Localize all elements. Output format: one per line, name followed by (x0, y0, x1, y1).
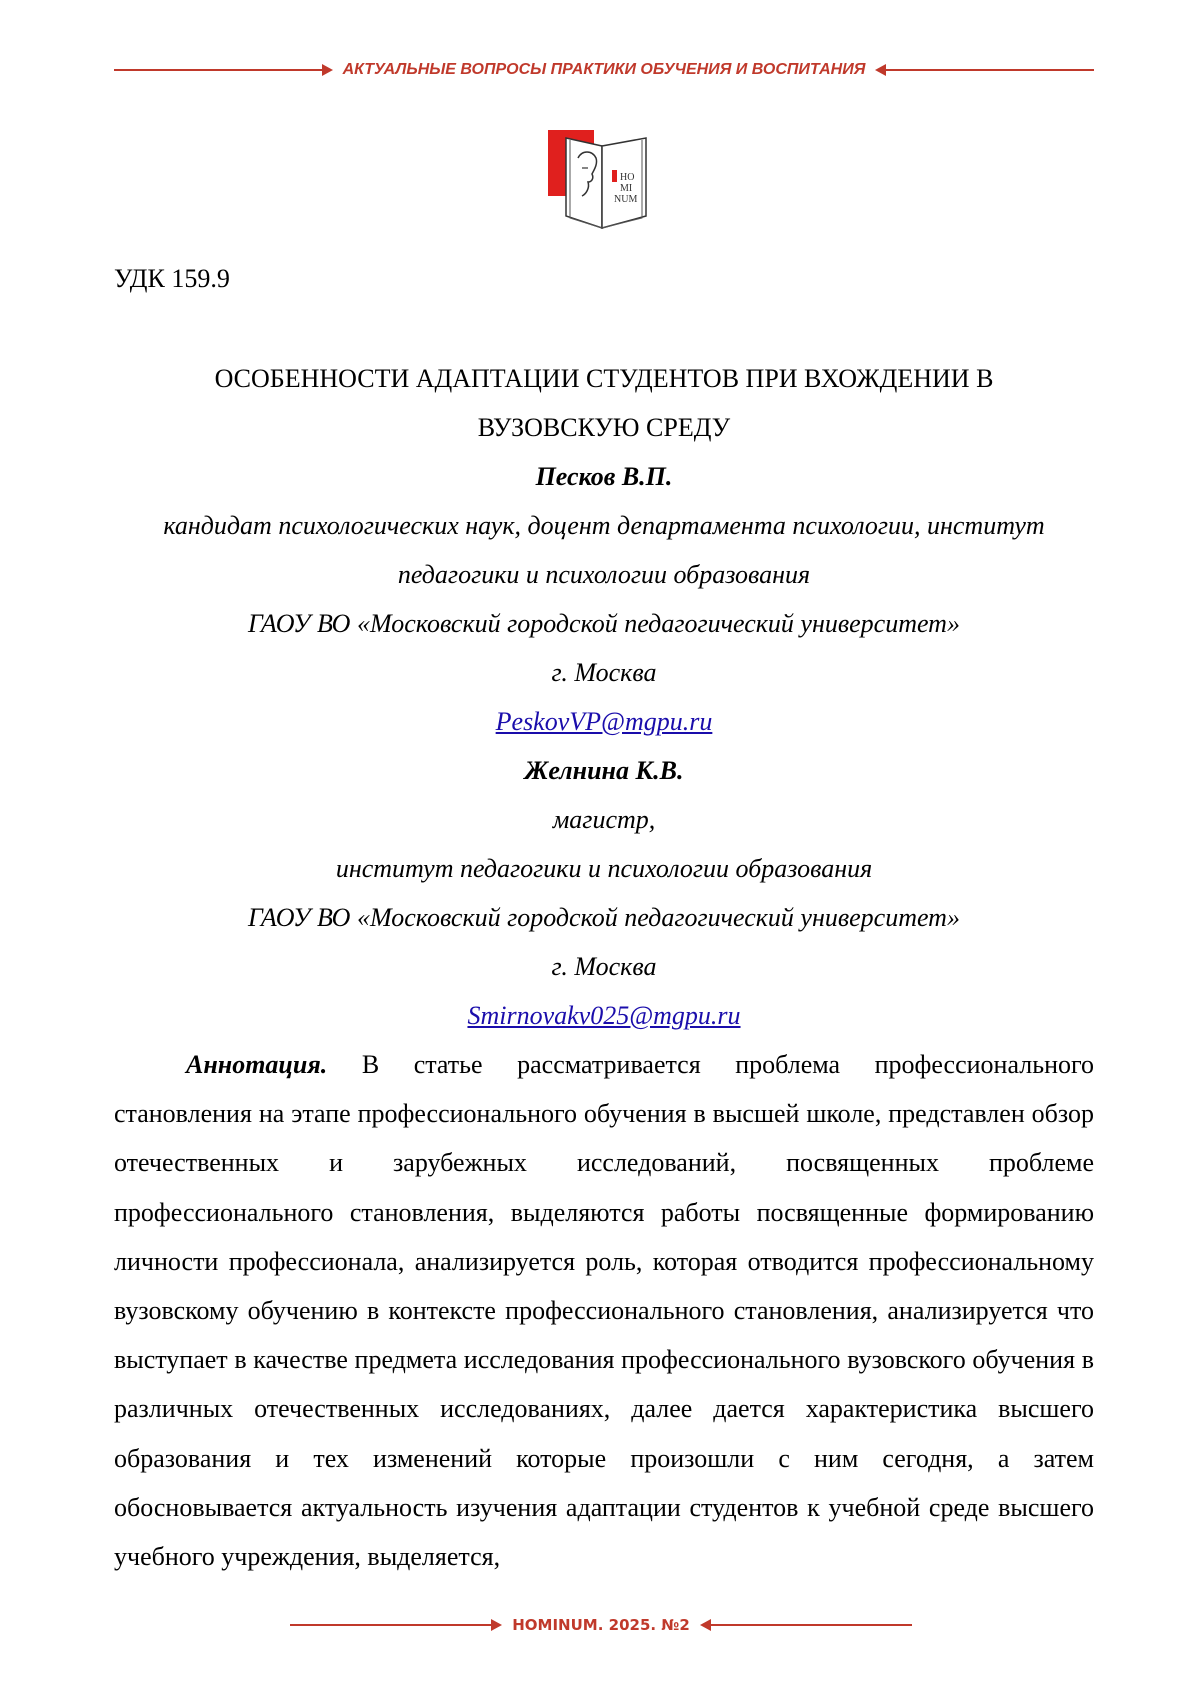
author-affiliation-line: г. Москва (551, 952, 657, 981)
logo-text-3: NUM (614, 194, 638, 205)
logo-text-2: MI (620, 183, 633, 194)
author-affiliation-line: кандидат психологических наук, доцент департамента психологии, институт (163, 511, 1045, 540)
author-name: Желнина К.В. (524, 756, 684, 785)
author-affiliation-line: институт педагогики и психологии образования (335, 854, 873, 883)
header-rule-right (877, 69, 1094, 71)
article-title-line-2: ВУЗОВСКУЮ СРЕДУ (477, 413, 731, 442)
abstract-label: Аннотация. (186, 1050, 328, 1079)
author-affiliation-line: ГАОУ ВО «Московский городской педагогический университет» (248, 903, 960, 932)
header-rule-left (114, 69, 331, 71)
udk-code: УДК 159.9 (114, 264, 230, 293)
author-affiliation-line: магистр, (552, 805, 656, 834)
logo-text-1: HO (620, 172, 635, 183)
author-affiliation-line: г. Москва (551, 658, 657, 687)
journal-header (114, 57, 1094, 83)
hominum-book-logo-icon (548, 124, 658, 230)
abstract-paragraph (114, 1040, 1094, 1581)
article-title-line-1: ОСОБЕННОСТИ АДАПТАЦИИ СТУДЕНТОВ ПРИ ВХОЖДЕНИИ В (214, 364, 994, 393)
article-head (114, 354, 1094, 1040)
author-affiliation-line: педагогики и психологии образования (397, 560, 811, 589)
footer-rule-right (702, 1624, 912, 1626)
author-email-link[interactable]: Smirnovakv025@mgpu.ru (467, 1001, 741, 1030)
author-email-link[interactable]: PeskovVP@mgpu.ru (495, 707, 713, 736)
footer-rule-left (290, 1624, 500, 1626)
author-affiliation-line: ГАОУ ВО «Московский городской педагогический университет» (248, 609, 960, 638)
journal-section-title: АКТУАЛЬНЫЕ ВОПРОСЫ ПРАКТИКИ ОБУЧЕНИЯ И ВОСПИТАНИЯ (342, 61, 866, 78)
issue-label: HOMINUM. 2025. №2 (512, 1616, 690, 1634)
abstract-text: В статье рассматривается проблема профессионального становления на этапе профессионального обучения в высшей школе, представлен обзор отечественных и зарубежных исследований, посвященных проблеме профессионального становления, выделяются работы посвященные формированию личности профессионала, анализируется роль, которая отводится профессиональному вузовскому обучению в контексте профессионального становления, анализируется что выступает в качестве предмета исследования профессионального вузовского обучения в различных отечественных исследованиях, далее дается характеристика высшего образования и тех изменений которые произошли с ним сегодня, а затем обосновывается актуальность изучения адаптации студентов к учебной среде высшего учебного учреждения, выделяется, (114, 1050, 1095, 1572)
author-name: Песков В.П. (535, 462, 673, 491)
journal-footer (290, 1612, 912, 1638)
